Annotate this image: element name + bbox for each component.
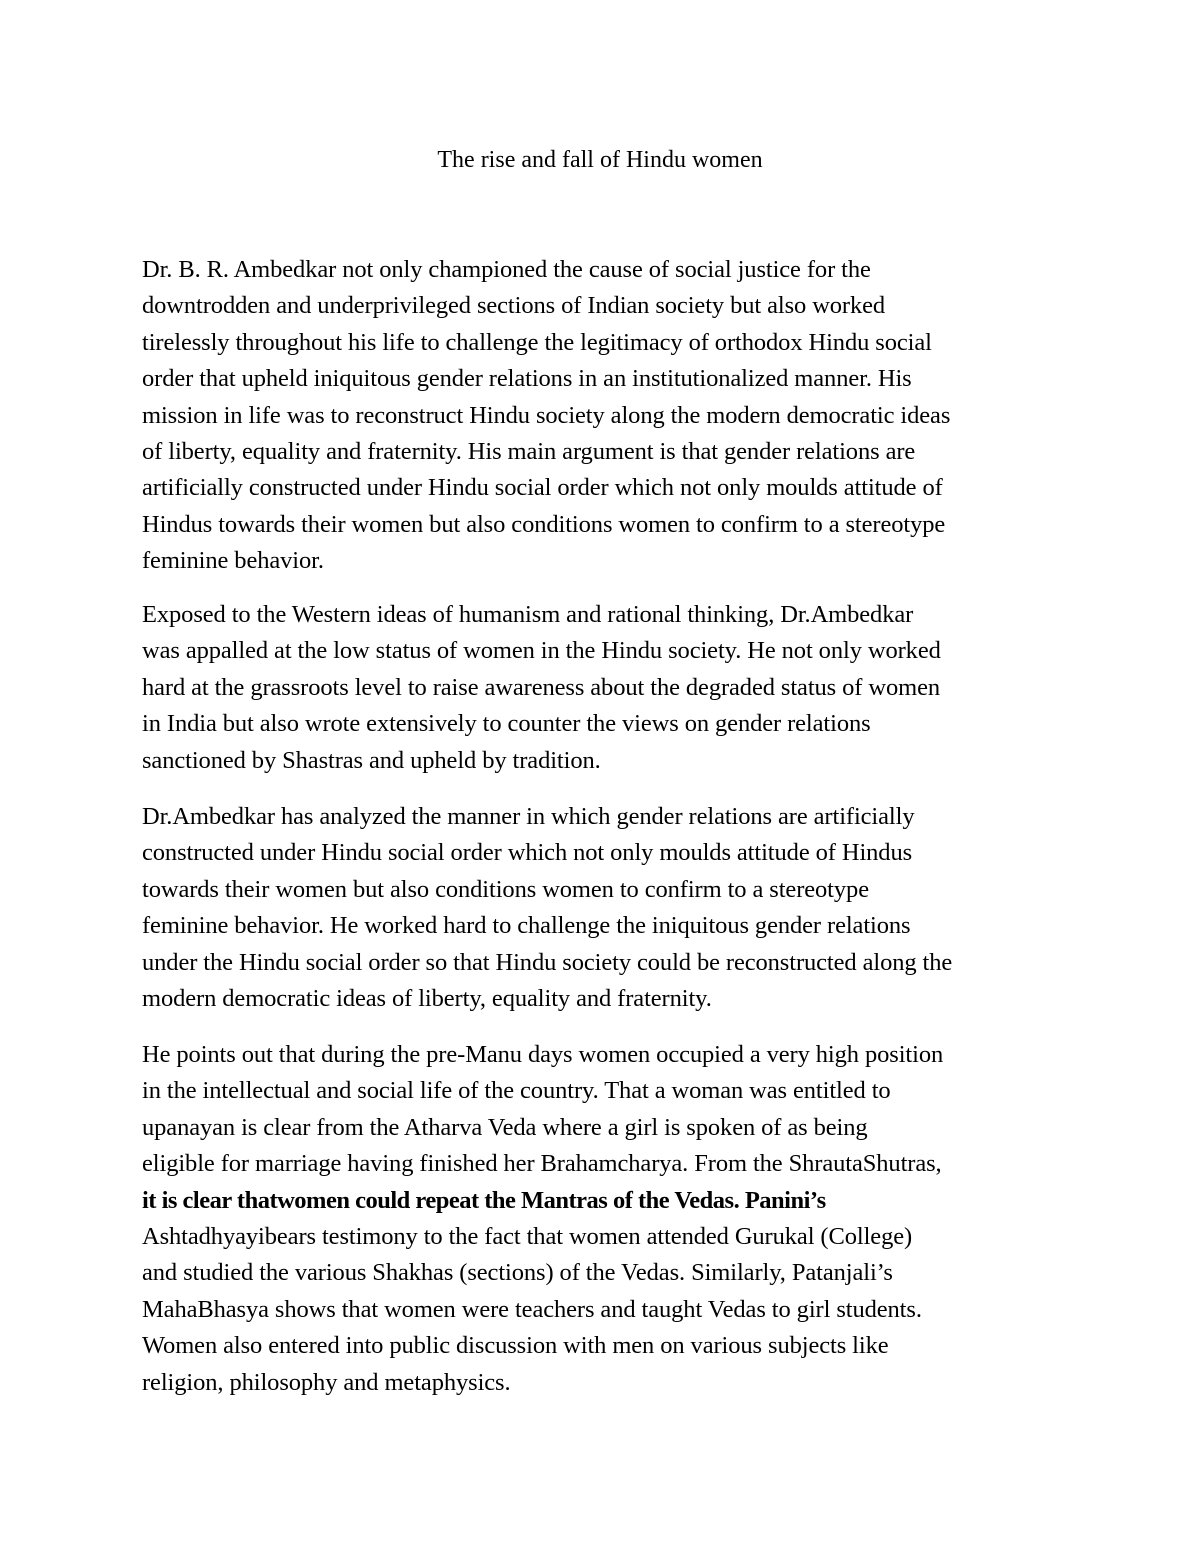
paragraph-line: MahaBhasya shows that women were teachers and taught Vedas to girl students.: [142, 1295, 922, 1323]
paragraph-line-bold: it is clear thatwomen could repeat the Mantras of the Vedas. Panini’s: [142, 1186, 826, 1214]
paragraph-line: Dr.Ambedkar has analyzed the manner in which gender relations are artificially: [142, 803, 915, 830]
paragraph-line: Ashtadhyayibears testimony to the fact that women attended Gurukal (College): [142, 1223, 913, 1251]
paragraph-line: feminine behavior. He worked hard to challenge the iniquitous gender relations: [142, 912, 911, 940]
paragraph-line: upanayan is clear from the Atharva Veda where a girl is spoken of as being: [142, 1113, 868, 1141]
paragraph-line: sanctioned by Shastras and upheld by tradition.: [142, 746, 601, 774]
paragraph-line: in the intellectual and social life of the country. That a woman was entitled to: [142, 1077, 891, 1105]
paragraph-line: He points out that during the pre-Manu days women occupied a very high position: [142, 1041, 944, 1068]
paragraph-line: of liberty, equality and fraternity. His main argument is that gender relations are: [142, 438, 916, 466]
paragraph-3: [142, 799, 1072, 1017]
paragraph-line: Exposed to the Western ideas of humanism and rational thinking, Dr.Ambedkar: [142, 601, 914, 628]
paragraph-line: modern democratic ideas of liberty, equality and fraternity.: [142, 985, 712, 1013]
paragraph-line: downtrodden and underprivileged sections of Indian society but also worked: [142, 292, 886, 320]
paragraph-1: [142, 252, 1072, 580]
paragraph-line: under the Hindu social order so that Hindu society could be reconstructed along the: [142, 948, 953, 976]
paragraph-line: and studied the various Shakhas (sections) of the Vedas. Similarly, Patanjali’s: [142, 1259, 893, 1287]
document-title: The rise and fall of Hindu women: [437, 147, 763, 173]
paragraph-line: religion, philosophy and metaphysics.: [142, 1368, 511, 1396]
paragraph-line: constructed under Hindu social order which not only moulds attitude of Hindus: [142, 839, 913, 867]
paragraph-line: feminine behavior.: [142, 547, 324, 575]
paragraph-line: hard at the grassroots level to raise awareness about the degraded status of women: [142, 673, 940, 701]
paragraph-2: [142, 597, 1072, 779]
paragraph-line: eligible for marriage having finished her Brahamcharya. From the ShrautaShutras,: [142, 1150, 942, 1178]
paragraph-line: Hindus towards their women but also conditions women to confirm to a stereotype: [142, 510, 946, 538]
paragraph-line: Women also entered into public discussion with men on various subjects like: [142, 1332, 889, 1360]
paragraph-line: Dr. B. R. Ambedkar not only championed the cause of social justice for the: [142, 256, 871, 283]
paragraph-line: towards their women but also conditions women to confirm to a stereotype: [142, 875, 869, 903]
paragraph-line: mission in life was to reconstruct Hindu society along the modern democratic ideas: [142, 401, 951, 429]
paragraph-line: artificially constructed under Hindu social order which not only moulds attitude of: [142, 474, 943, 502]
paragraph-line: was appalled at the low status of women in the Hindu society. He not only worked: [142, 637, 941, 665]
paragraph-line: in India but also wrote extensively to counter the views on gender relations: [142, 710, 871, 738]
paragraph-line: tirelessly throughout his life to challenge the legitimacy of orthodox Hindu social: [142, 328, 932, 356]
paragraph-line: order that upheld iniquitous gender relations in an institutionalized manner. His: [142, 365, 912, 393]
paragraph-4: [142, 1037, 1072, 1401]
